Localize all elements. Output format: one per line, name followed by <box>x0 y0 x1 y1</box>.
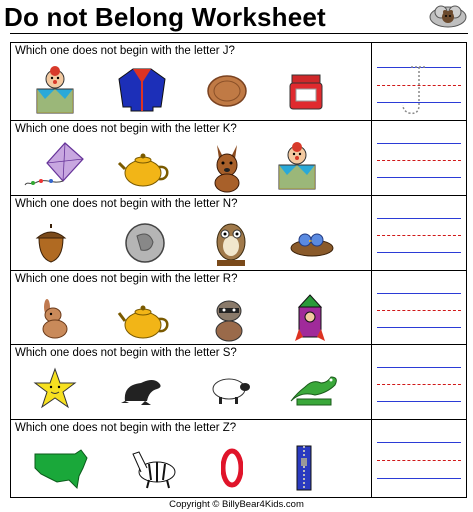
guide-line-bottom <box>377 252 461 253</box>
title-underline <box>10 33 468 34</box>
question-row-r <box>11 271 371 344</box>
guide-line-middle <box>377 160 461 161</box>
writing-lines-r <box>377 271 461 344</box>
zebra-icon[interactable] <box>127 444 181 490</box>
guide-line-top <box>377 367 461 368</box>
writing-lines-j <box>377 43 461 120</box>
dotted-letter-j-icon <box>393 65 433 117</box>
kangaroo-icon[interactable] <box>207 143 247 193</box>
rocket-icon[interactable] <box>295 293 325 343</box>
guide-line-middle <box>377 460 461 461</box>
question-row-n <box>11 196 371 270</box>
jack-in-the-box-icon[interactable] <box>31 65 79 115</box>
guide-line-top <box>377 293 461 294</box>
seal-icon[interactable] <box>119 373 165 405</box>
guide-line-bottom <box>377 327 461 328</box>
guide-line-top <box>377 442 461 443</box>
guide-line-middle <box>377 235 461 236</box>
writing-lines-s <box>377 345 461 419</box>
guide-line-top <box>377 143 461 144</box>
question-row-j <box>11 43 371 120</box>
guide-line-bottom <box>377 177 461 178</box>
question-text: Which one does not begin with the letter S? <box>15 347 237 359</box>
question-row-z <box>11 420 371 497</box>
question-text: Which one does not begin with the letter N? <box>15 198 238 210</box>
worksheet-grid <box>10 42 467 498</box>
copyright-notice: Copyright © BillyBear4Kids.com <box>169 499 304 510</box>
jack-in-the-box-icon[interactable] <box>273 141 321 191</box>
question-row-k <box>11 121 371 195</box>
cloud-bear-logo-icon <box>428 3 468 29</box>
zipper-icon[interactable] <box>295 444 313 492</box>
guide-line-bottom <box>377 401 461 402</box>
guide-line-middle <box>377 384 461 385</box>
writing-lines-z <box>377 420 461 497</box>
guide-line-middle <box>377 310 461 311</box>
nickel-icon[interactable] <box>123 222 167 264</box>
question-text: Which one does not begin with the letter J? <box>15 45 235 57</box>
nest-icon[interactable] <box>289 228 335 258</box>
jacket-icon[interactable] <box>117 67 167 113</box>
rabbit-icon[interactable] <box>37 299 71 339</box>
jam-jar-icon[interactable] <box>286 71 326 111</box>
alligator-icon[interactable] <box>287 369 343 409</box>
page-title: Do not Belong Worksheet <box>4 2 326 32</box>
usa-map-icon[interactable] <box>33 448 89 490</box>
question-text: Which one does not begin with the letter Z? <box>15 422 237 434</box>
sheep-icon[interactable] <box>207 375 251 405</box>
penny-icon[interactable] <box>206 73 248 109</box>
question-text: Which one does not begin with the letter K? <box>15 123 237 135</box>
writing-lines-n <box>377 196 461 270</box>
guide-line-top <box>377 218 461 219</box>
question-row-s <box>11 345 371 419</box>
kite-icon[interactable] <box>23 141 85 191</box>
writing-lines-k <box>377 121 461 195</box>
question-text: Which one does not begin with the letter R? <box>15 273 238 285</box>
kettle-icon[interactable] <box>117 147 171 189</box>
zero-icon[interactable] <box>221 448 243 488</box>
owl-icon[interactable] <box>213 218 249 270</box>
acorn-icon[interactable] <box>33 224 69 264</box>
teapot-icon[interactable] <box>117 299 171 341</box>
raccoon-icon[interactable] <box>209 297 249 343</box>
guide-line-bottom <box>377 478 461 479</box>
star-icon[interactable] <box>33 367 77 409</box>
